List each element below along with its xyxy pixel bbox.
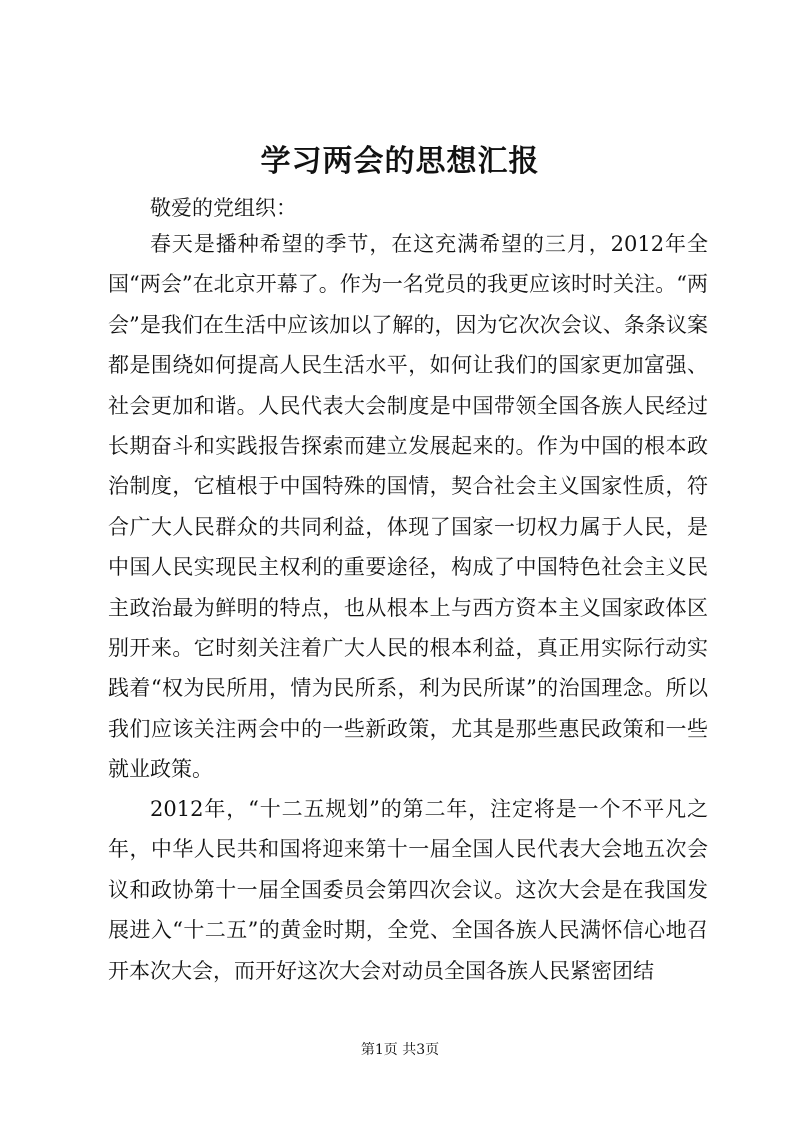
body-paragraph-1: 春天是播种希望的季节，在这充满希望的三月，2012年全国“两会”在北京开幕了。作为一名党员的我更应该时时关注。“两会”是我们在生活中应该加以了解的，因为它次次会议、条条议案都是围绕如何提高人民生活水平，如何让我们的国家更加富强、社会更加和谐。人民代表大会制度是中国带领全国各族人民经过长期奋斗和实践报告探索而建立发展起来的。作为中国的根本政治制度，它植根于中国特殊的国情，契合社会主义国家性质，符合广大人民群众的共同利益，体现了国家一切权力属于人民，是中国人民实现民主权利的重要途径，构成了中国特色社会主义民主政治最为鲜明的特点，也从根本上与西方资本主义国家政体区别开来。它时刻关注着广大人民的根本利益，真正用实际行动实践着“权为民所用，情为民所系，利为民所谋”的治国理念。所以我们应该关注两会中的一些新政策，尤其是那些惠民政策和一些就业政策。 [108, 232, 708, 782]
document-title: 学习两会的思想汇报 [260, 144, 540, 179]
page-footer: 第1页 共3页 [360, 1042, 440, 1058]
salutation: 敬爱的党组织： [150, 196, 297, 220]
body-paragraph-2: 2012年，“十二五规划”的第二年，注定将是一个不平凡之年，中华人民共和国将迎来第十一届全国人民代表大会地五次会议和政协第十一届全国委员会第四次会议。这次大会是在我国发展进入“十二五”的黄金时期，全党、全国各族人民满怀信心地召开本次大会，而开好这次大会对动员全国各族人民紧密团结 [108, 797, 708, 983]
